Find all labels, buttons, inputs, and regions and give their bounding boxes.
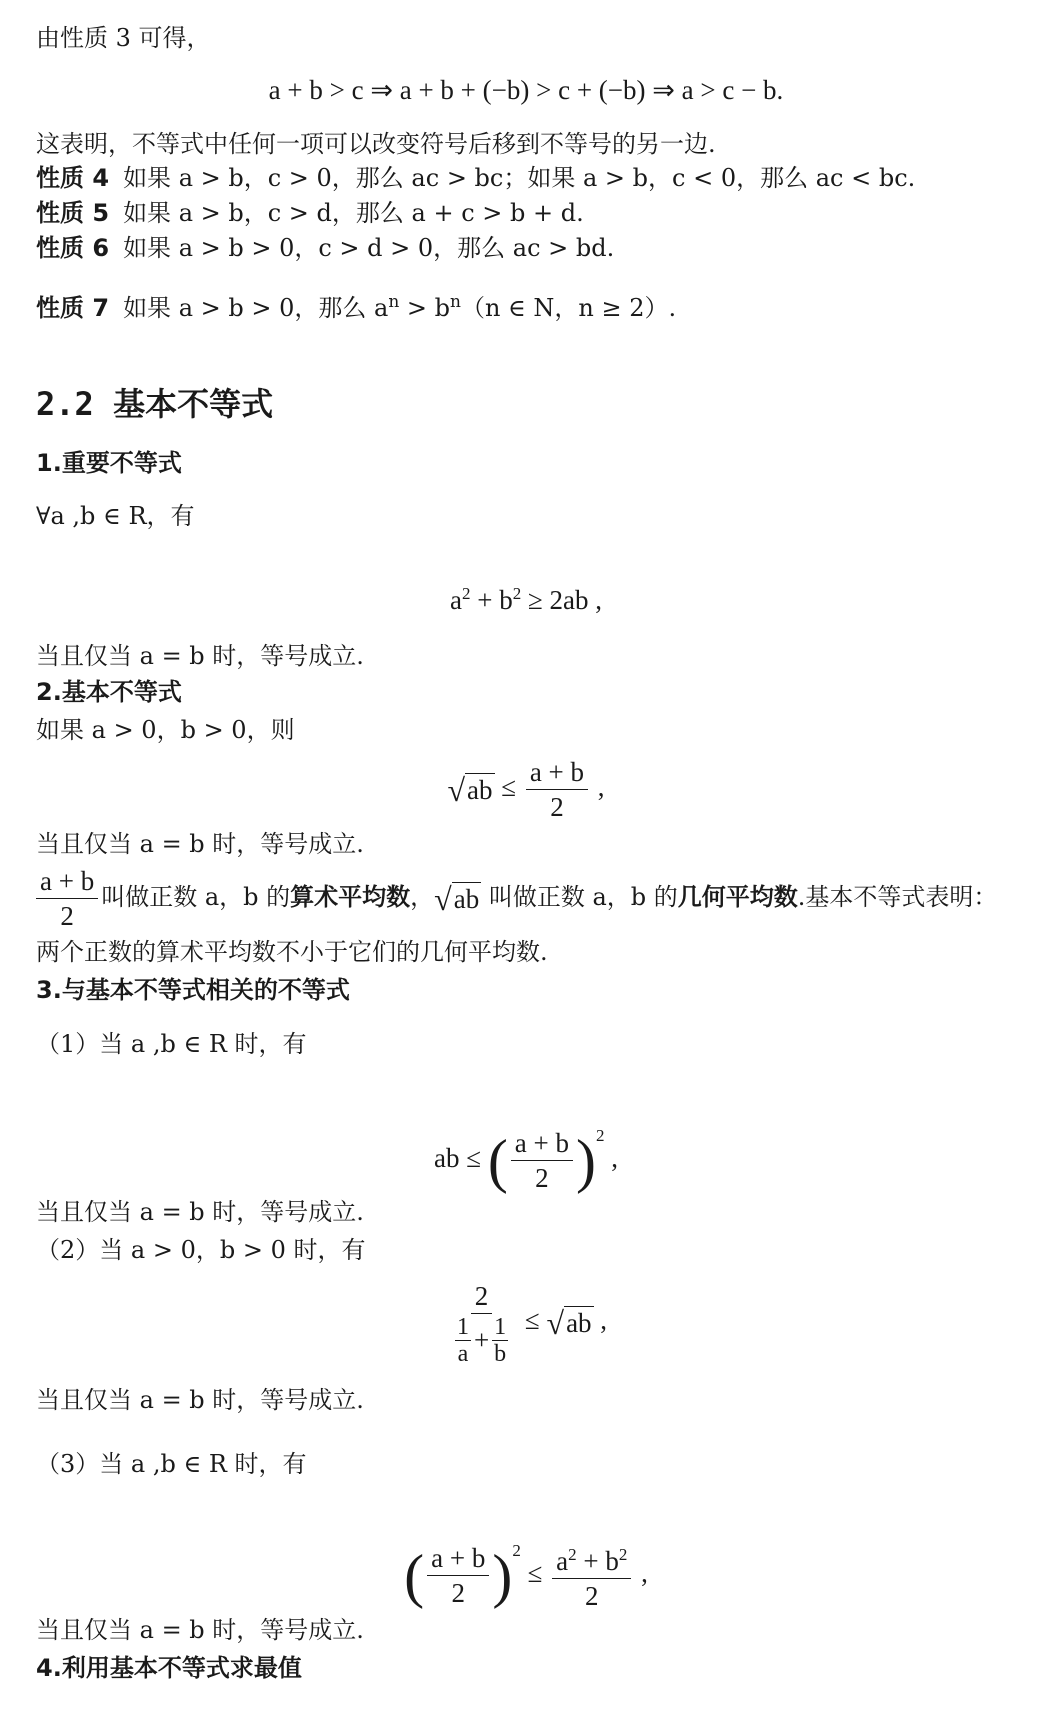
math-term: , xyxy=(604,1143,618,1173)
property-text: 如果 a > b > 0，那么 a xyxy=(123,294,389,322)
equality-condition: 当且仅当 a = b 时，等号成立. xyxy=(36,1198,364,1226)
case-intro: （2）当 a > 0，b > 0 时，有 xyxy=(36,1236,366,1264)
property-text: 如果 a > b > 0，c > d > 0，那么 ac > bd. xyxy=(123,234,615,262)
property-text: 如果 a > b，c > 0，那么 ac > bc；如果 a > b，c < 0，那么 ac < bc. xyxy=(123,164,916,192)
equation-case-3: ( $\frac{a + b}{2}$ )$^2$ ≤ $\frac{a^2 + b^2}{2}$ , xyxy=(0,1508,1052,1616)
case-intro: （3）当 a ,b ∈ R 时，有 xyxy=(36,1450,307,1478)
sqrt: √ ab xyxy=(434,880,480,917)
exponent: 2 xyxy=(461,584,471,603)
property-label: 性质 7 xyxy=(36,294,110,322)
definition-text: ， xyxy=(410,883,435,911)
property-4 xyxy=(36,162,915,194)
term-arithmetic-mean: 算术平均数 xyxy=(290,883,411,911)
fraction xyxy=(448,1279,515,1367)
numerator: 2 xyxy=(471,1279,493,1314)
fraction xyxy=(492,1314,508,1367)
property-6 xyxy=(36,232,614,264)
property-label: 性质 5 xyxy=(36,199,110,227)
equation-case-2 xyxy=(0,1272,1052,1368)
exponent: 2 xyxy=(596,1126,605,1145)
equality-condition: 当且仅当 a = b 时，等号成立. xyxy=(36,830,364,858)
case-intro: （1）当 a ,b ∈ R 时，有 xyxy=(36,1030,307,1058)
property-label: 性质 4 xyxy=(36,164,110,192)
exponent: n xyxy=(450,292,461,312)
equation-am-gm xyxy=(0,752,1052,824)
subsection-heading: 3.与基本不等式相关的不等式 xyxy=(36,976,350,1004)
text-line: 这表明，不等式中任何一项可以改变符号后移到不等号的另一边. xyxy=(36,130,716,158)
exponent: 2 xyxy=(512,1541,521,1560)
sqrt: √ ab xyxy=(546,1304,592,1341)
text-line: ∀a ,b ∈ R，有 xyxy=(36,502,195,530)
math-term: a xyxy=(556,1546,569,1577)
denominator xyxy=(448,1314,515,1367)
math-term: , xyxy=(593,1305,608,1335)
fraction xyxy=(455,1314,471,1367)
sqrt: √ ab xyxy=(447,771,493,808)
exponent: n xyxy=(388,292,400,312)
equality-condition: 当且仅当 a = b 时，等号成立. xyxy=(36,1616,364,1644)
denominator: 2 xyxy=(60,901,74,931)
radicand: ab xyxy=(453,883,480,914)
subsection-heading: 4.利用基本不等式求最值 xyxy=(36,1654,302,1682)
radicand: ab xyxy=(467,774,493,805)
equality-condition: 当且仅当 a = b 时，等号成立. xyxy=(36,642,364,670)
property-text: > b xyxy=(399,294,450,322)
definition-line xyxy=(36,862,997,933)
property-text: 如果 a > b，c > d，那么 a + c > b + d. xyxy=(123,199,584,227)
math-term: , xyxy=(634,1558,648,1588)
exponent: 2 xyxy=(568,1545,577,1565)
numerator: 1 xyxy=(456,1313,469,1340)
definition-text: .基本不等式表明： xyxy=(797,883,998,911)
definition-text: 叫做正数 a，b 的 xyxy=(101,883,291,911)
definition-text: 叫做正数 a，b 的 xyxy=(481,883,678,911)
numerator: a + b xyxy=(427,1541,489,1576)
math-term: + xyxy=(473,1325,490,1356)
equation-important-inequality xyxy=(0,578,1052,616)
numerator: a + b xyxy=(36,864,98,899)
denominator: 2 xyxy=(550,792,564,823)
math-term: ≤ xyxy=(520,1558,550,1588)
fraction xyxy=(511,1126,573,1195)
fraction xyxy=(36,864,98,933)
math-term: ≤ xyxy=(518,1305,547,1335)
exponent: 2 xyxy=(618,1545,628,1565)
denominator: 2 xyxy=(585,1581,599,1612)
fraction xyxy=(552,1538,631,1613)
subsection-heading: 2.基本不等式 xyxy=(36,678,182,706)
exponent: 2 xyxy=(512,584,522,603)
math-term: ≤ xyxy=(494,772,523,802)
property-label: 性质 6 xyxy=(36,234,110,262)
equation-case-1: ab ≤ ( $\frac{a + b}{2}$ )$^2$ , xyxy=(434,1126,618,1194)
numerator: a + b xyxy=(526,755,588,790)
term-geometric-mean: 几何平均数 xyxy=(677,883,798,911)
denominator: a xyxy=(457,1340,469,1367)
numerator xyxy=(552,1538,631,1579)
denominator: 2 xyxy=(451,1578,465,1609)
property-5 xyxy=(36,197,584,229)
property-text: （n ∈ N，n ≥ 2）. xyxy=(460,294,677,322)
denominator: 2 xyxy=(535,1163,549,1194)
fraction xyxy=(526,755,588,824)
text-line: 由性质 3 可得， xyxy=(36,24,211,52)
section-heading: 2.2 基本不等式 xyxy=(36,385,274,423)
radicand: ab xyxy=(566,1307,592,1338)
math-term: + b xyxy=(576,1546,619,1577)
math-term: ab ≤ xyxy=(434,1143,488,1173)
math-term: , xyxy=(591,772,605,802)
property-7 xyxy=(36,286,676,324)
text-line: 如果 a > 0，b > 0，则 xyxy=(36,716,295,744)
denominator: b xyxy=(494,1340,507,1367)
subsection-heading: 1.重要不等式 xyxy=(36,449,182,477)
equation-property3: a + b > c ⇒ a + b + (−b) > c + (−b) ⇒ a > c − b. xyxy=(268,75,784,105)
math-term: ≥ 2ab , xyxy=(521,585,603,615)
numerator: 1 xyxy=(494,1313,507,1340)
math-term: a xyxy=(449,585,462,615)
numerator: a + b xyxy=(511,1126,573,1161)
text-line: 两个正数的算术平均数不小于它们的几何平均数. xyxy=(36,938,548,966)
equality-condition: 当且仅当 a = b 时，等号成立. xyxy=(36,1386,364,1414)
fraction xyxy=(427,1541,489,1610)
math-term: + b xyxy=(470,585,513,615)
